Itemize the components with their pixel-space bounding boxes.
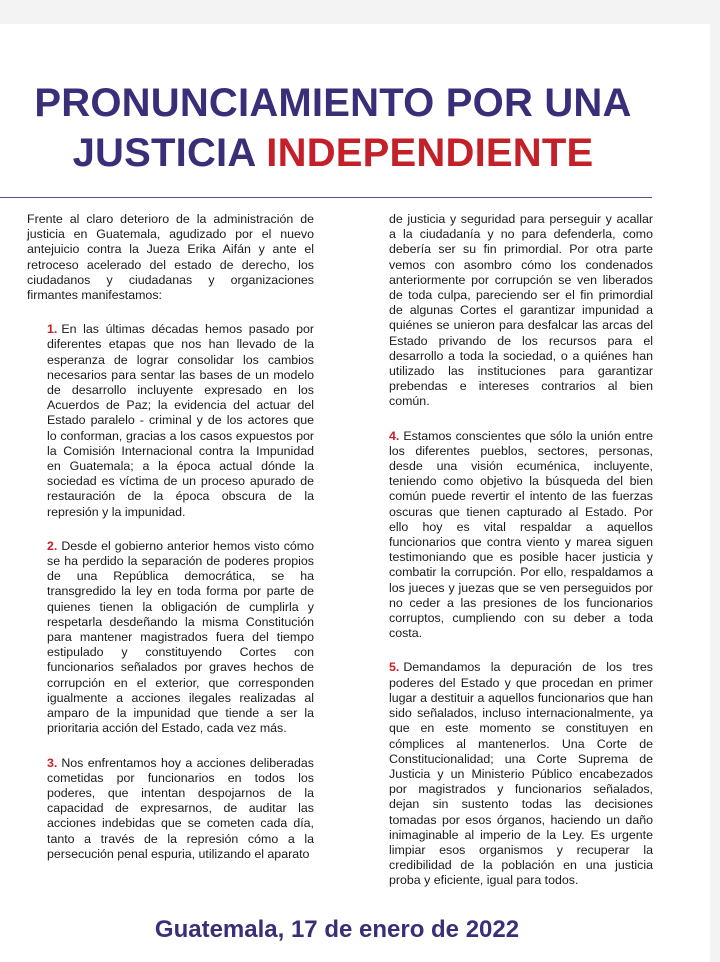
point-text: de justicia y seguridad para perseguir y acallar a la ciudadanía y no para defenderla, como debería ser su fin primordial. Por otra parte vemos con asombro cómo los condenados anteriormente por corrupción se ven liberados de toda culpa, pareciendo ser el fin primordial de algunas Cortes el garantizar impunidad a quiénes se unieron para desfalcar las arcas del Estado privando de los recursos para el desarrollo a toda la sociedad, o a quiénes han utilizado las instituciones para garantizar prebendas e intereses contrarios al bien común.	[389, 212, 653, 409]
point-text: Desde el gobierno anterior hemos visto cómo se ha perdido la separación de poderes propios de una República democrática, se ha transgredido la ley en toda forma por parte de quienes tienen la obligación de cumplirla y respetarla desdeñando la misma Constitución para mantener magistrados fuera del tiempo estipulado y constituyendo Cortes con funcionarios señalados por graves hechos de corrupción en el exterior, que corresponden igualmente a acciones ilegales realizadas al amparo de la impunidad que tiende a ser la prioritaria acción del Estado, cada vez más.	[47, 538, 314, 736]
point-number: 2.	[47, 538, 58, 553]
point-4	[389, 429, 653, 642]
point-text: Estamos conscientes que sólo la unión entre los diferentes pueblos, sectores, personas, desde una visión ecuménica, incluyente, teniendo como objetivo la búsqueda del bien común puede revertir el intento de las fuerzas oscuras que tienen capturado al Estado. Por ello hoy es vital respaldar a aquellos funcionarios que contra viento y marea siguen testimoniando que es posible hacer justicia y combatir la corrupción. Por ello, respaldamos a los jueces y juezas que se ven perseguidos por no ceder a las presiones de los funcionarios corruptos, cumpliendo con su deber a toda costa.	[389, 428, 653, 641]
point-number: 3.	[47, 755, 58, 770]
title-line-2-plain: JUSTICIA	[72, 131, 267, 175]
title-line-2	[0, 128, 666, 178]
point-number: 4.	[389, 428, 400, 443]
page-title	[0, 78, 666, 178]
point-number: 5.	[389, 660, 400, 675]
point-3	[47, 756, 314, 862]
right-column	[389, 212, 653, 908]
point-3-continued	[389, 212, 653, 410]
point-text: Nos enfrentamos hoy a acciones deliberadas cometidas por funcionarios en todos los poderes, que intentan despojarnos de la capacidad de expresarnos, de auditar las acciones indebidas que se cometen cada día, tanto a través de la represión cómo a la persecución penal espuria, utilizando el aparato	[47, 755, 314, 861]
point-text: Demandamos la depuración de los tres poderes del Estado y que procedan en primer lugar a destituir a aquellos funcionarios que han sido señalados, incluso internacionalmente, ya que en este momento se constituyen en cómplices al mantenerlos. Una Corte de Constitucionalidad; una Corte Suprema de Justicia y un Ministerio Público encabezados por magistrados y funcionarios señalados, dejan sin sustento todas las decisiones tomadas por esos órganos, haciendo un daño inimaginable al imperio de la Ley. Es urgente limpiar esos organismos y recuperar la credibilidad de la población en una justicia proba y eficiente, igual para todos.	[389, 660, 653, 888]
point-1	[47, 322, 314, 520]
date-footer: Guatemala, 17 de enero de 2022	[154, 916, 520, 943]
title-accent-word: INDEPENDIENTE	[266, 131, 594, 175]
title-divider	[0, 197, 652, 198]
point-5	[389, 660, 653, 888]
point-number: 1.	[47, 322, 58, 337]
left-column	[27, 212, 314, 881]
point-text: En las últimas décadas hemos pasado por diferentes etapas que nos han llevado de la esperanza de lograr consolidar los cambios necesarios para sentar las bases de un modelo de desarrollo incluyente expresado en los Acuerdos de Paz; la evidencia del actuar del Estado paralelo - criminal y de los actores que lo conforman, gracias a los casos expuestos por la Comisión Internacional contra la Impunidad en Guatemala; a la época actual dónde la sociedad es víctima de un proceso apurado de restauración de la época obscura de la represión y la impunidad.	[47, 322, 314, 519]
intro-paragraph: Frente al claro deterioro de la administración de justicia en Guatemala, agudizado por el nuevo antejuicio contra la Jueza Erika Aifán y ante el retroceso acelerado del estado de derecho, los ciudadanos y ciudadanas y organizaciones firmantes manifestamos:	[27, 212, 314, 303]
title-line-1: PRONUNCIAMIENTO POR UNA	[34, 81, 632, 125]
point-2	[47, 539, 314, 737]
